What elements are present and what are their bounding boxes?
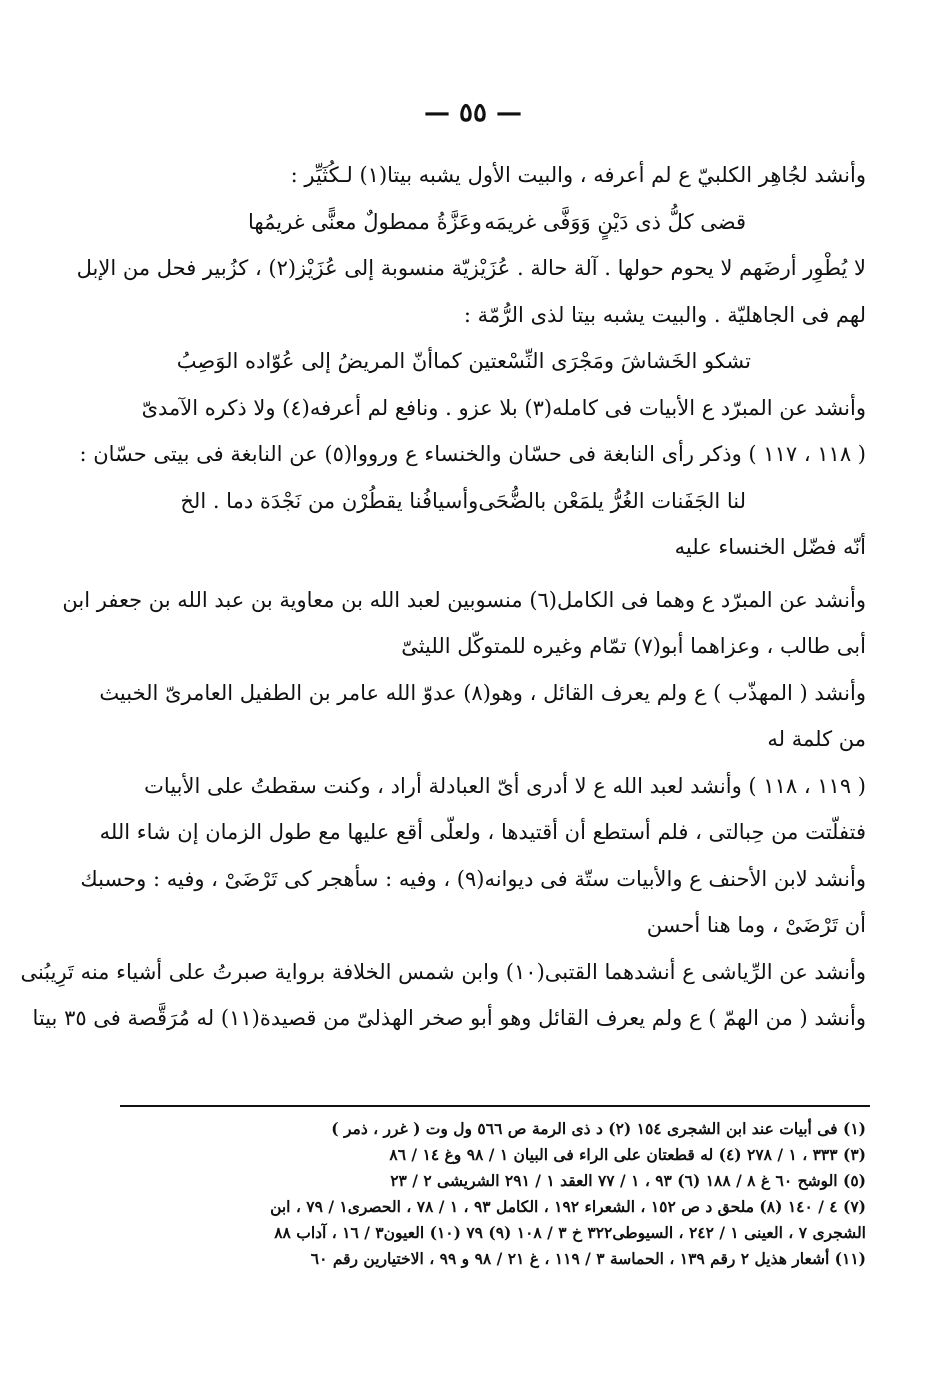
text-line: فتفلّتت من حِبالتى ، فلم أستطع أن أقتيدها ، ولعلّى أقع عليها مع طول الزمان إن شاء الله xyxy=(99,820,866,844)
footnote-line: (١) فى أبيات عند ابن الشجرى ١٥٤ (٢) د ذى الرمة ص ٥٦٦ ول وت ( غرر ، ذمر ) xyxy=(331,1119,866,1138)
text-line: أنّه فضّل الخنساء عليه xyxy=(674,535,866,559)
text-line: وأنشد لجُاهِر الكلبيّ ع لم أعرفه ، والبيت الأول يشبه بيتا(١) لـكُثَيِّر : xyxy=(290,163,866,187)
footnote-divider xyxy=(120,1105,870,1107)
text-line: وأنشد ( من الهمّ ) ع ولم يعرف القائل وهو أبو صخر الهذلىّ من قصيدة(١١) له مُرَقَّصة فى ٣٥ بيتا xyxy=(32,1006,866,1030)
footnote-line: (٣) ٣٣٣ ، ١ / ٢٧٨ (٤) له قطعتان على الراء فى البيان ١ / ٩٨ وغ ١٤ / ٨٦ xyxy=(389,1145,866,1164)
text-line: وأنشد عن الرِّياشى ع أنشدهما القتبى(١٠) وابن شمس الخلافة برواية صبرتُ على أشياء منه تَرِيبُنى xyxy=(20,959,866,984)
footnote-line: (٧) ٤ / ١٤٠ (٨) ملحق د ص ١٥٢ ، الشعراء ١٩٢ ، الكامل ٩٣ ، ١ / ٧٨ ، الحصرى١ / ٧٩ ، ابن xyxy=(270,1197,866,1216)
footnotes xyxy=(130,1116,866,1272)
verse-first-hemistich: تشكو الخَشاشَ ومَجْرَى النِّسْعتين كما xyxy=(433,349,751,373)
text-line: وأنشد عن المبرّد ع الأبيات فى كامله(٣) بلا عزو . ونافع لم أعرفه(٤) ولا ذكره الآمدىّ xyxy=(141,395,866,420)
text-line: وأنشد عن المبرّد ع وهما فى الكامل(٦) منسوبين لعبد الله بن معاوية بن عبد الله بن جعفر ابن xyxy=(62,587,866,612)
footnote-line: (٥) الوشح ٦٠ غ ٨ / ١٨٨ (٦) ٩٣ ، ١ / ٧٧ العقد ١ / ٢٩١ الشريشى ٢ / ٢٣ xyxy=(390,1171,866,1190)
text-line: أن تَرْضَىْ ، وما هنا أحسن xyxy=(646,913,866,937)
text-line: لا يُطْوِر أرضَهم لا يحوم حولها . آلة حالة . عُزَيْزيّة منسوبة إلى عُزَيْز(٢) ، كزُبير فحل من الإبل xyxy=(76,256,866,280)
footnote-line: الشجرى ٧ ، العينى ١ / ٢٤٢ ، السيوطى٣٢٢ خ ٣ / ١٠٨ (٩) ٧٩ (١٠) العيون٣ / ١٦ ، آداب ٨٨ xyxy=(274,1223,866,1242)
text-line: وأنشد لابن الأحنف ع والأبيات ستّة فى ديوانه(٩) ، وفيه : سأهجر كى تَرْضَىْ ، وفيه : وحسبك xyxy=(80,866,866,891)
verse-second-hemistich: وأسيافُنا يقطُرْن من نَجْدَة دما . الخ xyxy=(180,488,479,513)
text-line: أبى طالب ، وعزاهما أبو(٧) تمّام وغيره للمتوكّل الليثىّ xyxy=(401,634,866,658)
text-line: ( ١١٩ ، ١١٨ ) وأنشد لعبد الله ع لا أدرى أىّ العبادلة أراد ، وكنت سقطتُ على الأبيات xyxy=(144,773,866,798)
verse-line xyxy=(128,199,866,246)
text-line: من كلمة له xyxy=(767,727,866,751)
verse-second-hemistich: وعَزَّةُ ممطولٌ معنًّى غريمُها xyxy=(248,209,482,234)
verse-second-hemistich: أنّ المريضُ إلى عُوّاده الوَصِبُ xyxy=(176,349,434,373)
page-number: — ٥٥ — xyxy=(423,98,523,128)
body-text xyxy=(20,152,866,1042)
verse-first-hemistich: قضى كلُّ ذى دَيْنٍ وَوَفَّى غريمَه xyxy=(484,209,746,234)
text-line: لهم فى الجاهليّة . والبيت يشبه بيتا لذى الرُّمّة : xyxy=(463,302,866,327)
verse-line xyxy=(128,478,866,525)
text-line: ( ١١٨ ، ١١٧ ) وذكر رأى النابغة فى حسّان والخنساء ع ورووا(٥) عن النابغة فى بيتى حسّان : xyxy=(79,442,866,466)
text-line: وأنشد ( المهذّب ) ع ولم يعرف القائل ، وهو(٨) عدوّ الله عامر بن الطفيل العامرىّ الخبيث xyxy=(99,680,866,705)
verse-line xyxy=(128,338,866,385)
footnote-line: (١١) أشعار هذيل ٢ رقم ١٣٩ ، الحماسة ٣ / ١١٩ ، غ ٢١ / ٩٨ و ٩٩ ، الاختيارين رقم ٦٠ xyxy=(310,1249,866,1268)
verse-first-hemistich: لنا الجَفَنات الغُرُّ يلمَعْن بالضُّحَى xyxy=(478,488,746,513)
